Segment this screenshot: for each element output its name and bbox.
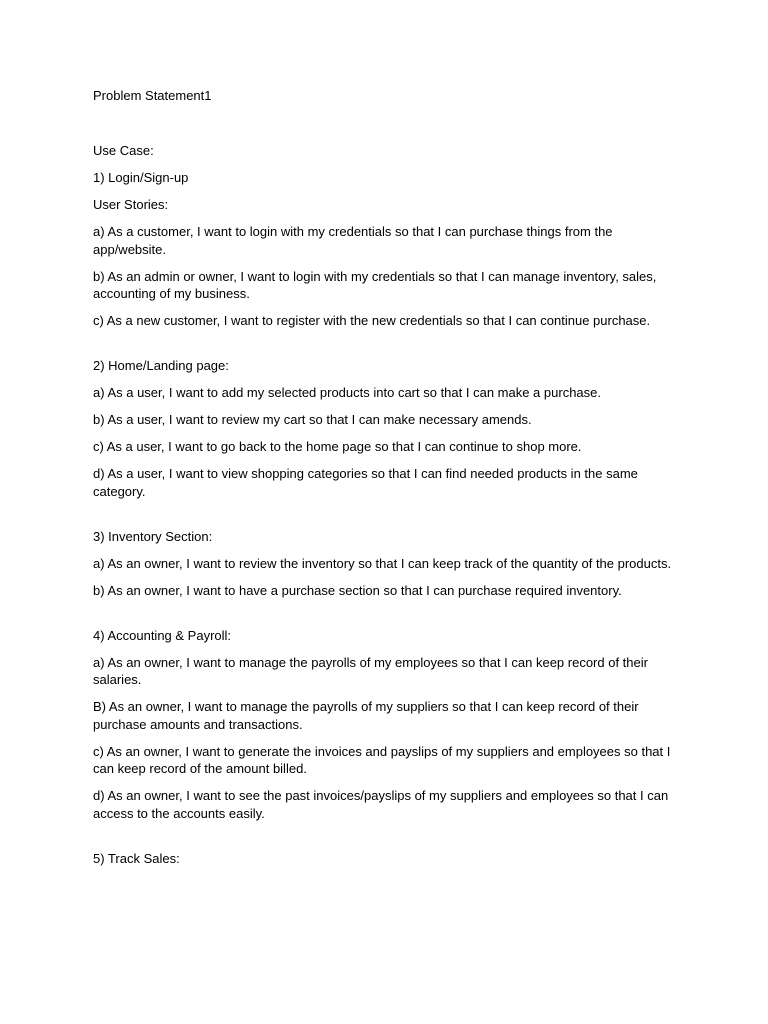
user-story: c) As a new customer, I want to register with the new credentials so that I can continue purchase. [93, 313, 651, 328]
user-story: b) As an admin or owner, I want to login with my credentials so that I can manage inventory, sales, accounting of my business. [93, 268, 657, 301]
user-story: a) As a user, I want to add my selected products into cart so that I can make a purchase. [93, 385, 601, 400]
use-case-label: Use Case: [93, 143, 154, 158]
section-heading: 4) Accounting & Payroll: [93, 627, 232, 643]
document-body [93, 87, 683, 877]
user-story: d) As a user, I want to view shopping categories so that I can find needed products in the same category. [93, 466, 638, 499]
blank-line [93, 339, 683, 357]
section-heading: 2) Home/Landing page: [93, 358, 229, 373]
document-title: Problem Statement1 [93, 88, 212, 103]
user-story: B) As an owner, I want to manage the payrolls of my suppliers so that I can keep record of their purchase amounts and transactions. [93, 699, 639, 732]
section-subheading: User Stories: [93, 197, 169, 212]
section-heading: 1) Login/Sign-up [93, 170, 189, 185]
section-heading: 3) Inventory Section: [93, 528, 213, 544]
user-story: b) As a user, I want to review my cart so that I can make necessary amends. [93, 412, 532, 427]
blank-line [93, 832, 683, 850]
blank-line [93, 510, 683, 528]
user-story: a) As an owner, I want to manage the payrolls of my employees so that I can keep record of their salaries. [93, 654, 648, 687]
user-story: c) As a user, I want to go back to the home page so that I can continue to shop more. [93, 439, 582, 454]
user-story: b) As an owner, I want to have a purchase section so that I can purchase required inventory. [93, 582, 622, 598]
blank-line [93, 105, 683, 142]
user-story: a) As an owner, I want to review the inventory so that I can keep track of the quantity of the products. [93, 555, 672, 571]
user-story: c) As an owner, I want to generate the invoices and payslips of my suppliers and employees so that I can keep record of the amount billed. [93, 743, 671, 776]
section-heading: 5) Track Sales: [93, 850, 180, 866]
user-story: a) As a customer, I want to login with my credentials so that I can purchase things from the app/website. [93, 224, 613, 257]
user-story: d) As an owner, I want to see the past invoices/payslips of my suppliers and employees so that I can access to the accounts easily. [93, 788, 669, 821]
blank-line [93, 609, 683, 627]
